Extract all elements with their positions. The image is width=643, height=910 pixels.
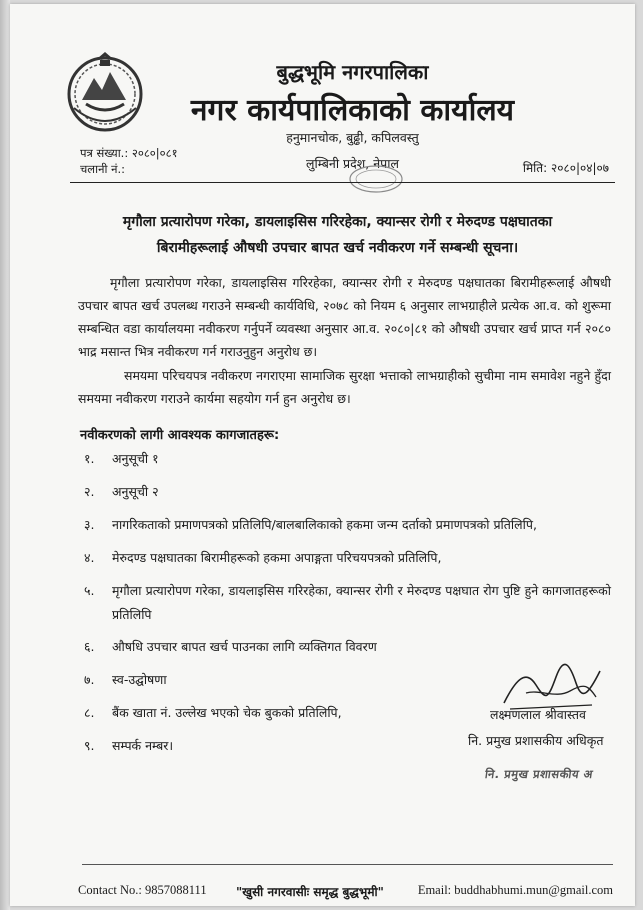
list-item-text: मृगौला प्रत्यारोपण गरेका, डायलाइसिस गरिरहेका, क्यान्सर रोगी र मेरुदण्ड पक्षघात रोग पुष्टि हुने कागजातहरूको प्रतिलिपि	[112, 583, 611, 622]
list-item-number: ५.	[84, 583, 95, 598]
list-item-number: ६.	[84, 639, 95, 654]
body-paragraph-2: समयमा परिचयपत्र नवीकरण नगराएमा सामाजिक सुरक्षा भत्ताको लाभग्राहीको सुचीमा नाम समावेश नहुने हुँदा समयमा नवीकरण गराउने कार्यमा सहयोग गर्न हुन अनुरोध छ।	[78, 368, 611, 406]
list-item-text: स्व-उद्घोषणा	[112, 672, 167, 687]
letter-date: मिति: २०८०|०४|०७	[522, 161, 609, 175]
header-divider	[70, 182, 615, 183]
list-item-number: ७.	[84, 672, 95, 687]
body-paragraph-1: मृगौला प्रत्यारोपण गरेका, डायलाइसिस गरिरहेका, क्यान्सर रोगी र मेरुदण्ड पक्षघातका बिरामीहरूलाई औषधी उपचार बापत खर्च उपलब्ध गराउने सम्बन्धी कार्यविधि, २०७८ को नियम ६ अनुसार लाभग्राहीले प्रत्येक आ.व. को शुरूमा सम्बन्धित वडा कार्यालयमा नवीकरण गर्नुपर्ने व्यवस्था अनुसार आ.व. २०८०|८१ को औषधी उपचार खर्च प्राप्त गर्न २०८० भाद्र मसान्त भित्र नवीकरण गर्न गराउनुहुन अनुरोध छ।	[78, 275, 611, 359]
page-fold-shadow	[0, 0, 10, 910]
list-item-number: ८.	[84, 705, 95, 720]
letter-page	[10, 4, 635, 906]
municipality-name: बुद्धभूमि नगरपालिका	[276, 60, 429, 84]
list-item-number: ४.	[84, 550, 95, 565]
list-item-text: मेरुदण्ड पक्षघातका बिरामीहरूको हकमा अपाङ्गता परिचयपत्रको प्रतिलिपि,	[112, 550, 442, 565]
office-stamp-icon	[348, 164, 404, 194]
office-title: नगर कार्यपालिकाको कार्यालय	[190, 93, 515, 128]
list-item-text: नागरिकताको प्रमाणपत्रको प्रतिलिपि/बालबालिकाको हकमा जन्म दर्ताको प्रमाणपत्रको प्रतिलिपि,	[112, 517, 537, 532]
office-address: हनुमानचोक, बुढ्ढी, कपिलवस्तु	[286, 130, 419, 145]
list-item-text: सम्पर्क नम्बर।	[112, 738, 174, 753]
list-item-text: बैंक खाता नं. उल्लेख भएको चेक बुकको प्रतिलिपि,	[112, 705, 342, 720]
list-item	[84, 447, 611, 480]
list-item-number: २.	[84, 484, 95, 499]
footer-divider	[82, 864, 613, 865]
requirements-heading: नवीकरणको लागी आवश्यक कागजातहरू:	[80, 428, 280, 443]
list-item-number: ९.	[84, 738, 95, 753]
list-item	[84, 546, 611, 579]
list-item-text: अनुसूची २	[112, 484, 159, 499]
list-item	[84, 513, 611, 546]
footer-contact: Contact No.: 9857088111	[78, 883, 207, 897]
dispatch-number: चलानी नं.:	[80, 162, 126, 176]
list-item-text: औषधि उपचार बापत खर्च पाउनका लागि व्यक्तिगत विवरण	[112, 639, 377, 654]
list-item-number: १.	[84, 451, 95, 466]
list-item	[84, 480, 611, 513]
office-province: लुम्बिनी प्रदेश, नेपाल	[305, 156, 399, 171]
designation-seal: नि. प्रमुख प्रशासकीय अ	[484, 767, 595, 781]
letter-ref-number: पत्र संख्या.: २०८०|०८१	[80, 146, 178, 160]
footer-email: Email: buddhabhumi.mun@gmail.com	[417, 883, 613, 897]
footer-slogan: "खुसी नगरवासीः समृद्ध बुद्धभूमी"	[236, 885, 384, 899]
list-item-text: अनुसूची १	[112, 451, 159, 466]
list-item	[84, 579, 611, 635]
notice-subject: मृगौला प्रत्यारोपण गरेका, डायलाइसिस गरिरहेका, क्यान्सर रोगी र मेरुदण्ड पक्षघातका बिरामीहरूलाई औषधी उपचार बापत खर्च नवीकरण गर्ने सम्बन्धी सूचना।	[122, 214, 553, 256]
signatory-name: लक्ष्मणलाल श्रीवास्तव	[490, 707, 586, 722]
list-item-number: ३.	[84, 517, 95, 532]
signatory-title: नि. प्रमुख प्रशासकीय अधिकृत	[468, 733, 604, 748]
